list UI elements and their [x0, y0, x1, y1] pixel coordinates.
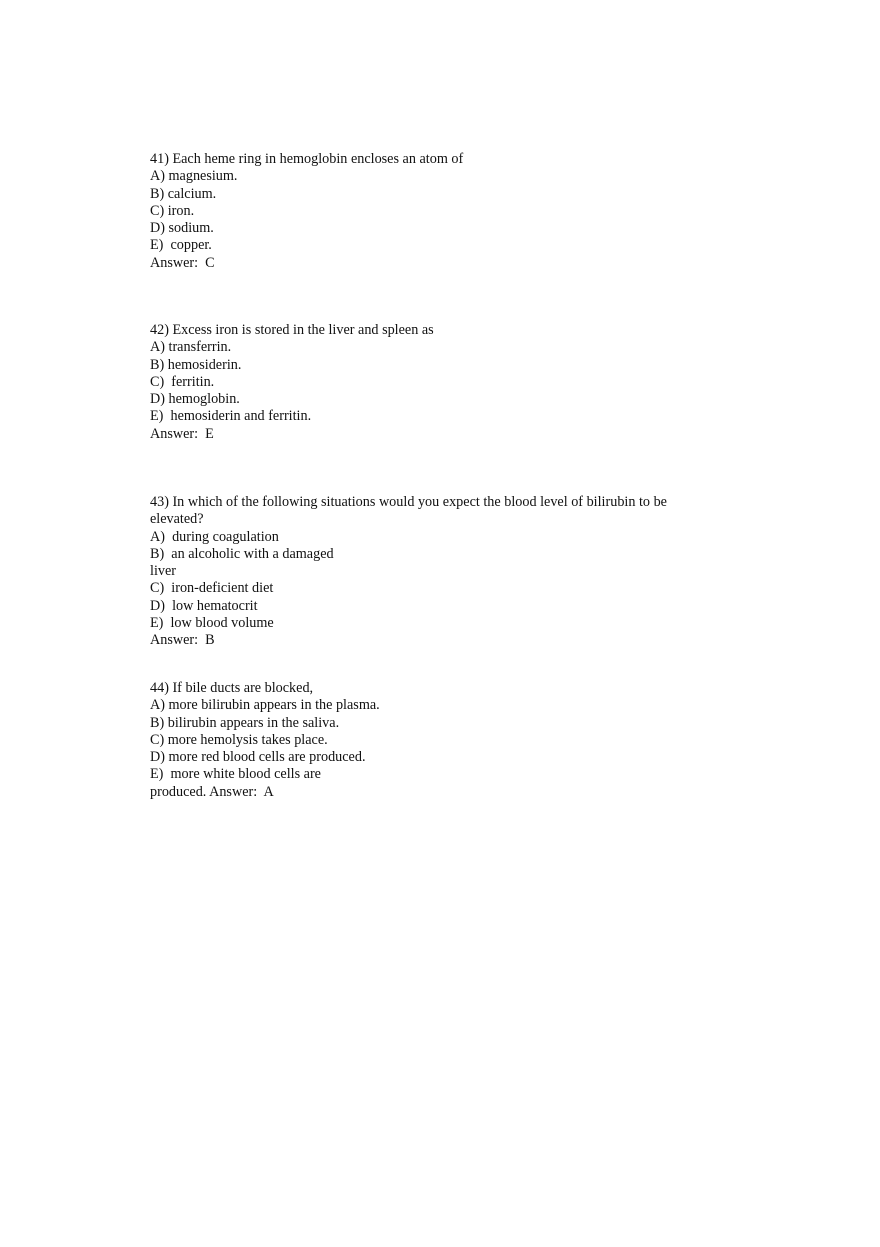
option-b-continued: liver	[150, 563, 176, 579]
option-b: B) calcium.	[150, 185, 217, 202]
option-b: B) an alcoholic with a damaged	[150, 545, 334, 562]
option-e: E) low blood volume	[150, 614, 274, 631]
option-d: D) low hematocrit	[150, 597, 258, 614]
question-42	[150, 322, 720, 443]
option-e: E) copper.	[150, 237, 212, 254]
question-stem: 44) If bile ducts are blocked,	[150, 680, 314, 696]
option-b: B) bilirubin appears in the saliva.	[150, 714, 340, 731]
option-d: D) hemoglobin.	[150, 391, 240, 407]
question-stem: 41) Each heme ring in hemoglobin encloses an atom of	[150, 151, 464, 167]
question-44	[150, 680, 720, 801]
question-stem-line-1: 43) In which of the following situations would you expect the blood level of bilirubin to be	[150, 494, 667, 510]
option-c: C) ferritin.	[150, 373, 215, 390]
option-e: E) more white blood cells are	[150, 766, 321, 783]
option-a: A) during coagulation	[150, 528, 279, 545]
option-c: C) more hemolysis takes place.	[150, 731, 328, 748]
option-a: A) transferrin.	[150, 339, 232, 356]
option-b: B) hemosiderin.	[150, 356, 242, 373]
question-41	[150, 151, 720, 272]
option-d: D) sodium.	[150, 220, 214, 236]
option-c: C) iron-deficient diet	[150, 580, 274, 597]
option-c: C) iron.	[150, 202, 195, 219]
answer: produced. Answer: A	[150, 783, 274, 800]
answer: Answer: B	[150, 632, 215, 648]
question-43	[150, 494, 720, 649]
question-stem: 42) Excess iron is stored in the liver and spleen as	[150, 322, 434, 338]
answer: Answer: C	[150, 254, 215, 271]
question-stem-line-2: elevated?	[150, 511, 204, 528]
answer: Answer: E	[150, 425, 214, 442]
option-a: A) more bilirubin appears in the plasma.	[150, 697, 380, 714]
option-d: D) more red blood cells are produced.	[150, 749, 366, 765]
option-e: E) hemosiderin and ferritin.	[150, 408, 312, 425]
option-a: A) magnesium.	[150, 168, 238, 185]
